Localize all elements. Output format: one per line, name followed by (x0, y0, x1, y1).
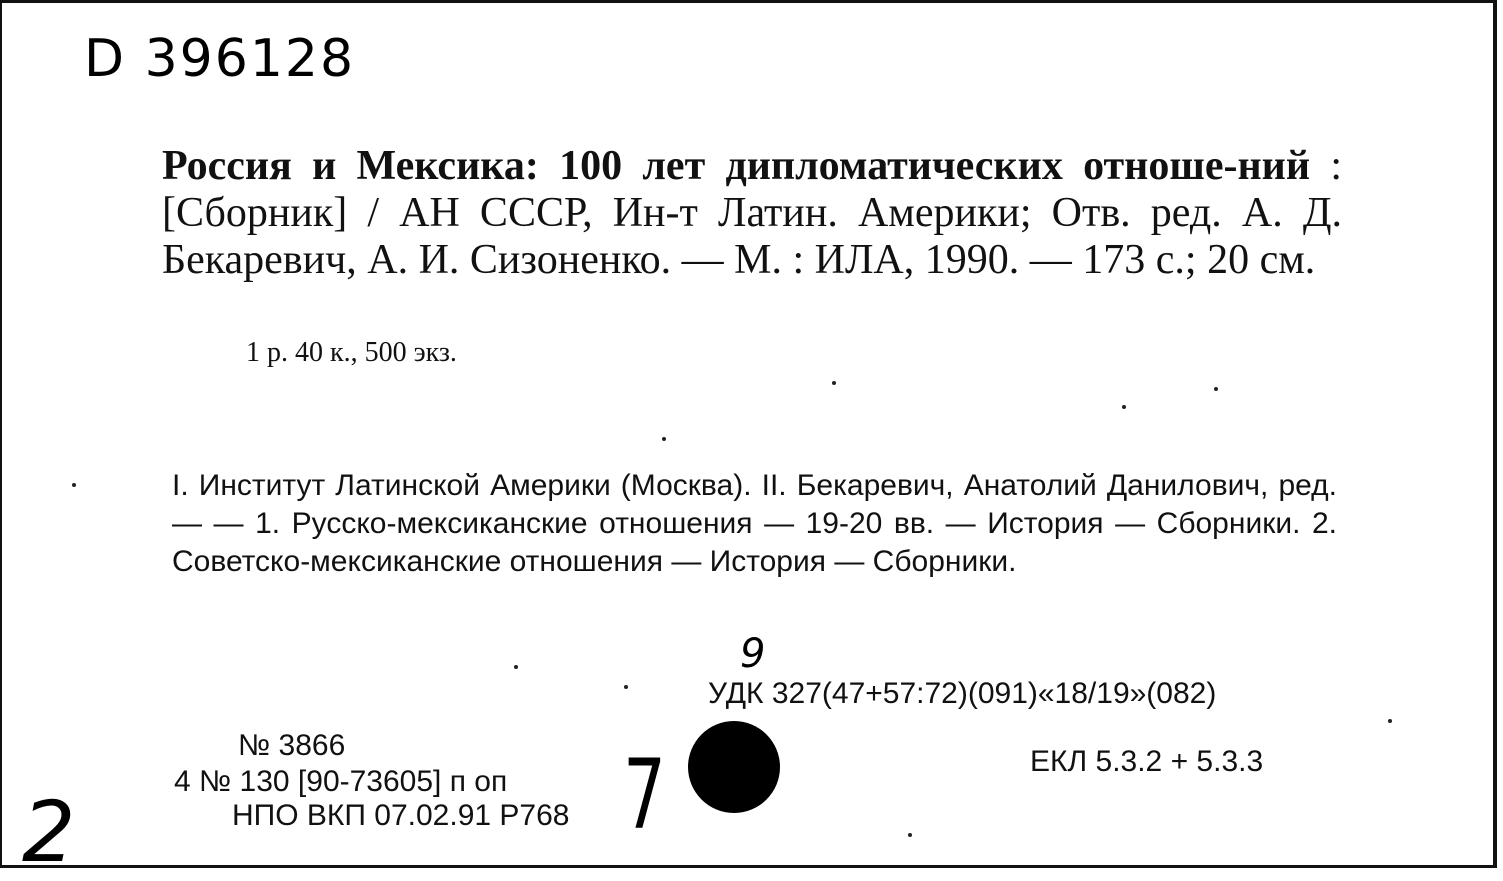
punch-hole (688, 721, 780, 813)
printing-line: НПО ВКП 07.02.91 Р768 (232, 799, 570, 832)
speck (624, 685, 628, 689)
speck (662, 437, 666, 441)
call-number: D 396128 (84, 29, 356, 89)
speck (1214, 387, 1218, 391)
card-number: № 3866 (238, 729, 346, 762)
ekl-classification: ЕКЛ 5.3.2 + 5.3.3 (1030, 745, 1264, 778)
entry-title: Россия и Мексика: 100 лет дипломатических отноше-ний (162, 143, 1311, 189)
speck (832, 381, 836, 385)
speck (72, 483, 76, 487)
speck (1122, 405, 1126, 409)
bibliographic-entry (162, 143, 1342, 284)
speck (908, 833, 912, 837)
order-line: 4 № 130 [90-73605] п оп (174, 765, 508, 798)
handwritten-mark-top: 9 (740, 631, 766, 677)
udk-classification: УДК 327(47+57:72)(091)«18/19»(082) (708, 677, 1217, 710)
subject-tracings: I. Институт Латинской Америки (Москва). II. Бекаревич, Анатолий Данилович, ред. — — 1. Русско-мексиканские отношения — 19-20 вв. — История — Сборники. 2. Советско-мексиканские отношения — История — Сборники. (172, 469, 1337, 578)
speck (1388, 719, 1392, 723)
price-line: 1 р. 40 к., 500 экз. (246, 337, 457, 368)
entry-details: : [Сборник] / АН СССР, Ин-т Латин. Америки; Отв. ред. А. Д. Бекаревич, А. И. Сизоненко. — М. : ИЛА, 1990. — 173 с.; 20 см. (162, 143, 1343, 283)
handwritten-mark-bottom: 7 (623, 739, 666, 851)
handwritten-mark-corner: 2 (22, 783, 76, 881)
speck (514, 665, 518, 669)
